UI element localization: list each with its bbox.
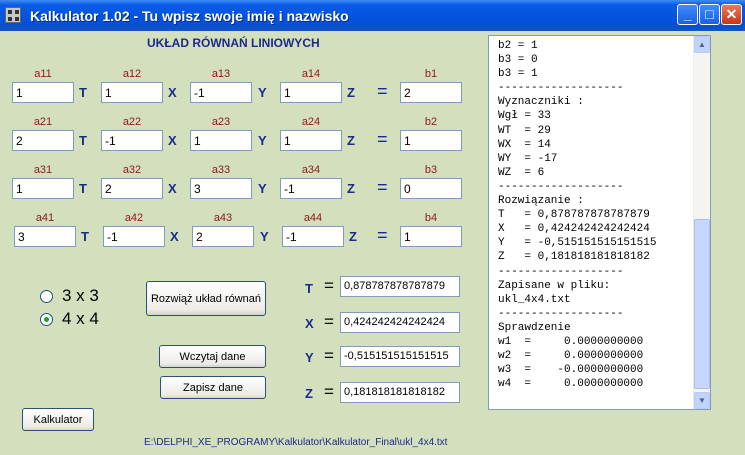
- scroll-thumb[interactable]: [694, 219, 710, 389]
- scroll-down-icon[interactable]: ▼: [694, 392, 710, 409]
- page-heading: UKŁAD RÓWNAŃ LINIOWYCH: [147, 36, 320, 50]
- coef-label: a31: [33, 164, 53, 176]
- coef-input[interactable]: [280, 130, 342, 151]
- var-label-x: X: [168, 181, 177, 196]
- result-label-z: Z: [305, 386, 313, 401]
- coef-label: a12: [122, 68, 142, 80]
- result-eq-t: =: [324, 276, 334, 295]
- result-t-field[interactable]: 0,878787878787879: [340, 276, 460, 297]
- var-label-y: Y: [260, 229, 269, 244]
- var-label-z: Z: [347, 133, 355, 148]
- coef-input[interactable]: [12, 82, 74, 103]
- result-label-y: Y: [305, 350, 314, 365]
- radio-3x3-dot[interactable]: [40, 290, 53, 303]
- equals-sign: =: [377, 225, 388, 245]
- coef-label: a42: [124, 212, 144, 224]
- coef-label: a14: [301, 68, 321, 80]
- save-data-button[interactable]: Zapisz dane: [160, 376, 266, 399]
- coef-label: a11: [34, 68, 52, 80]
- coef-input[interactable]: [101, 82, 163, 103]
- coef-input[interactable]: [103, 226, 165, 247]
- var-label-x: X: [168, 85, 177, 100]
- calculator-button[interactable]: Kalkulator: [22, 408, 94, 431]
- rhs-input[interactable]: [400, 82, 462, 103]
- close-button[interactable]: ✕: [721, 4, 742, 25]
- var-label-y: Y: [258, 181, 267, 196]
- var-label-z: Z: [347, 181, 355, 196]
- log-scrollbar[interactable]: [693, 36, 710, 409]
- equals-sign: =: [377, 129, 388, 149]
- coef-input[interactable]: [14, 226, 76, 247]
- coef-label: a23: [211, 116, 231, 128]
- rhs-input[interactable]: [400, 226, 462, 247]
- var-label-t: T: [79, 133, 87, 148]
- coef-input[interactable]: [190, 130, 252, 151]
- var-label-t: T: [81, 229, 89, 244]
- minimize-button[interactable]: _: [677, 4, 698, 25]
- var-label-z: Z: [349, 229, 357, 244]
- coef-label: a43: [213, 212, 233, 224]
- var-label-x: X: [170, 229, 179, 244]
- load-data-button[interactable]: Wczytaj dane: [159, 345, 266, 368]
- coef-label: b4: [424, 212, 438, 224]
- radio-4x4-dot[interactable]: [40, 313, 53, 326]
- scroll-up-icon[interactable]: ▲: [694, 36, 710, 53]
- solve-button[interactable]: Rozwiąż układ równań: [146, 281, 266, 316]
- equals-sign: =: [377, 177, 388, 197]
- radio-4x4-label: 4 x 4: [62, 309, 99, 328]
- coef-input[interactable]: [190, 178, 252, 199]
- result-z-field[interactable]: 0,181818181818182: [340, 382, 460, 403]
- coef-input[interactable]: [190, 82, 252, 103]
- coef-input[interactable]: [12, 178, 74, 199]
- rhs-input[interactable]: [400, 178, 462, 199]
- coef-label: a13: [211, 68, 231, 80]
- var-label-x: X: [168, 133, 177, 148]
- coef-label: a44: [303, 212, 323, 224]
- result-eq-x: =: [324, 312, 334, 331]
- coef-label: a34: [301, 164, 321, 176]
- var-label-y: Y: [258, 133, 267, 148]
- radio-3x3[interactable]: [40, 286, 99, 306]
- coef-input[interactable]: [101, 130, 163, 151]
- coef-label: a33: [211, 164, 231, 176]
- coef-label: a21: [33, 116, 53, 128]
- log-memo[interactable]: [488, 35, 711, 410]
- radio-3x3-label: 3 x 3: [62, 286, 99, 305]
- coef-label: b1: [424, 68, 438, 80]
- rhs-input[interactable]: [400, 130, 462, 151]
- coef-label: a41: [35, 212, 55, 224]
- title-bar[interactable]: [0, 0, 745, 31]
- coef-label: b2: [424, 116, 438, 128]
- coef-label: b3: [424, 164, 438, 176]
- result-label-x: X: [305, 316, 314, 331]
- app-icon[interactable]: [5, 7, 21, 23]
- result-y-field[interactable]: -0,515151515151515: [340, 346, 460, 367]
- maximize-button[interactable]: □: [699, 4, 720, 25]
- result-eq-z: =: [324, 382, 334, 401]
- result-x-field[interactable]: 0,424242424242424: [340, 312, 460, 333]
- coef-input[interactable]: [12, 130, 74, 151]
- var-label-z: Z: [347, 85, 355, 100]
- coef-input[interactable]: [280, 178, 342, 199]
- coef-label: a24: [301, 116, 321, 128]
- var-label-y: Y: [258, 85, 267, 100]
- coef-input[interactable]: [280, 82, 342, 103]
- coef-input[interactable]: [192, 226, 254, 247]
- coef-input[interactable]: [101, 178, 163, 199]
- var-label-t: T: [79, 85, 87, 100]
- log-text: b2 = 1 b3 = 0 b3 = 1 ------------------- Wyznaczniki : Wgł = 33 WT = 29 WX = 14 WY = -17 WZ = 6 ------------------- Rozwiązanie : T = 0,878787878787879 X = 0,424242424242424 Y = -0,515151515151515 Z = 0,181818181818182 ------------------- Zapisane w pliku: ukl_4x4.txt ------------------- Sprawdzenie w1 = 0.0000000000 w2 = 0.0000000000 w3 = -0.0000000000 w4 = 0.0000000000: [498, 40, 657, 391]
- file-path-label: E:\DELPHI_XE_PROGRAMY\Kalkulator\Kalkulator_Final\ukl_4x4.txt: [144, 437, 448, 448]
- coef-label: a32: [122, 164, 142, 176]
- coef-input[interactable]: [282, 226, 344, 247]
- radio-4x4[interactable]: [40, 309, 99, 329]
- coef-label: a22: [122, 116, 142, 128]
- equals-sign: =: [377, 81, 388, 101]
- result-label-t: T: [305, 281, 313, 296]
- var-label-t: T: [79, 181, 87, 196]
- window-title: Kalkulator 1.02 - Tu wpisz swoje imię i nazwisko: [30, 8, 349, 24]
- result-eq-y: =: [324, 346, 334, 365]
